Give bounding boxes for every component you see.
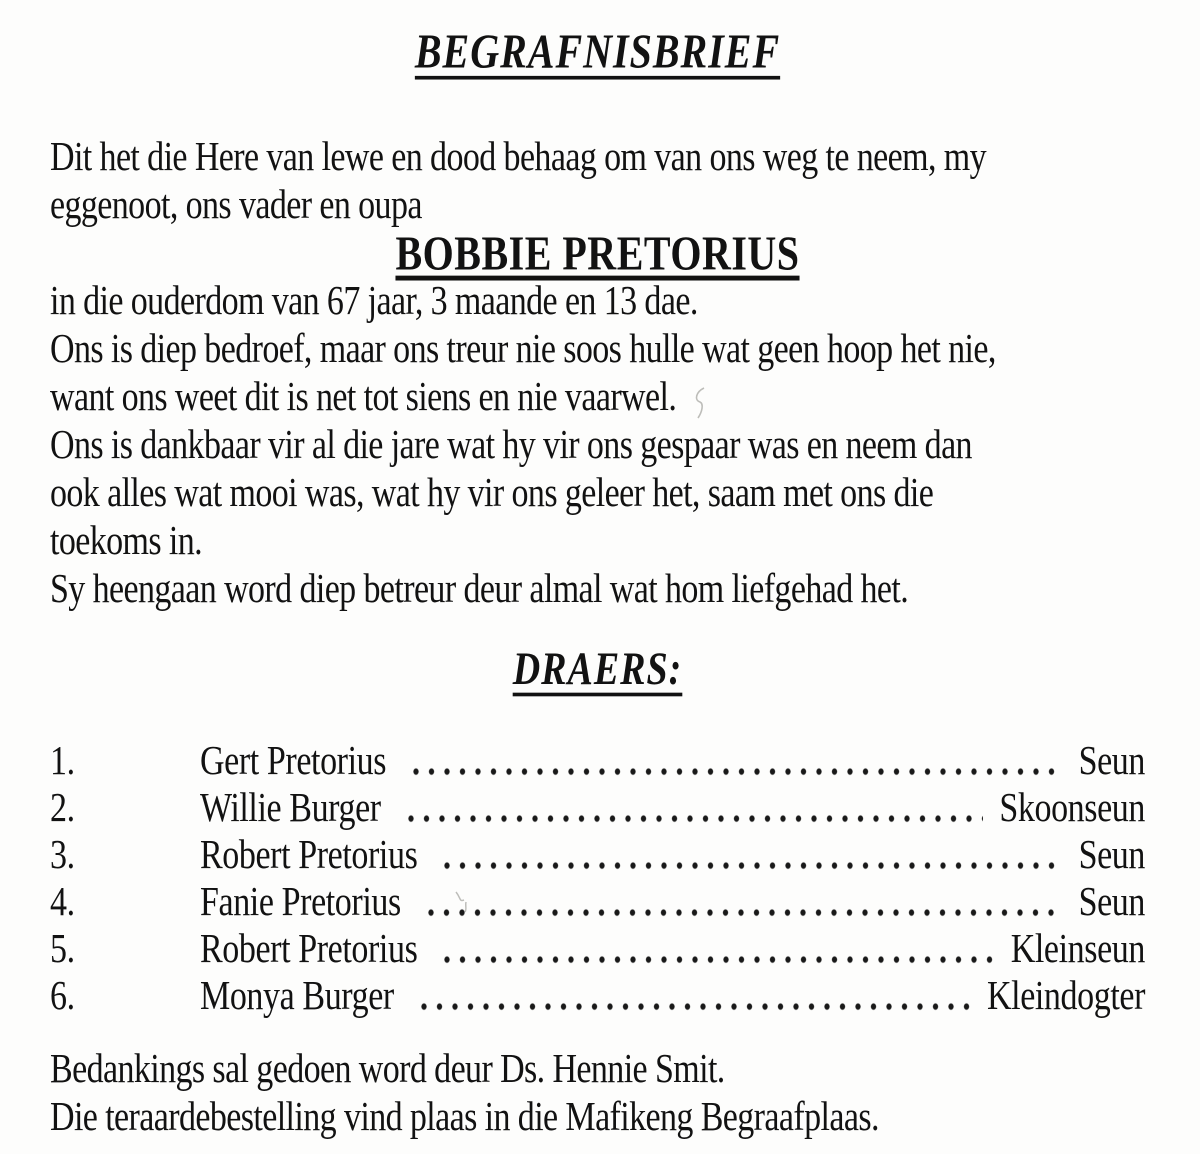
- body-paragraphs: [50, 280, 1145, 616]
- body-line: toekoms in.: [50, 518, 203, 564]
- bearer-relation: Seun: [1078, 738, 1145, 784]
- bearer-name: Fanie Pretorius: [200, 879, 401, 925]
- dotted-leader: [443, 953, 994, 965]
- body-line: Ons is diep bedroef, maar ons treur nie soos hulle wat geen hoop het nie,: [50, 326, 996, 372]
- bearer-name: Gert Pretorius: [200, 738, 387, 784]
- bearer-name: Monya Burger: [200, 973, 394, 1019]
- bearers-heading: DRAERS:: [512, 643, 683, 696]
- intro-paragraph: [50, 136, 1145, 232]
- page-title: BEGRAFNISBRIEF: [414, 23, 781, 79]
- body-line: want ons weet dit is net tot siens en nie vaarwel.: [50, 374, 677, 420]
- bearer-number: 1.: [50, 738, 75, 784]
- bearer-row: [50, 968, 1145, 1025]
- dotted-leader: [407, 812, 984, 824]
- bearer-name: Willie Burger: [200, 785, 381, 831]
- bearer-relation: Seun: [1078, 879, 1145, 925]
- closing-line: Bedankings sal gedoen word deur Ds. Hennie Smit.: [50, 1046, 725, 1092]
- bearers-list: [50, 740, 1145, 1022]
- bearer-number: 2.: [50, 785, 75, 831]
- body-line: Sy heengaan word diep betreur deur almal wat hom liefgehad het.: [50, 566, 909, 612]
- bearer-relation: Skoonseun: [999, 785, 1145, 831]
- deceased-name: BOBBIE PRETORIUS: [395, 225, 800, 281]
- bearer-name: Robert Pretorius: [200, 832, 418, 878]
- body-line: Ons is dankbaar vir al die jare wat hy vir ons gespaar was en neem dan: [50, 422, 972, 468]
- bearer-number: 4.: [50, 879, 75, 925]
- bearer-relation: Kleinseun: [1010, 926, 1145, 972]
- dotted-leader: [412, 765, 1063, 777]
- dotted-leader: [427, 906, 1063, 918]
- dotted-leader: [443, 859, 1062, 871]
- bearer-name: Robert Pretorius: [200, 926, 418, 972]
- bearer-number: 3.: [50, 832, 75, 878]
- intro-line: eggenoot, ons vader en oupa: [50, 182, 422, 228]
- bearer-number: 5.: [50, 926, 75, 972]
- closing-line: Die teraardebestelling vind plaas in die Mafikeng Begraafplaas.: [50, 1094, 879, 1140]
- closing-paragraph: [50, 1048, 1145, 1144]
- dotted-leader: [420, 1000, 971, 1012]
- intro-line: Dit het die Here van lewe en dood behaag om van ons weg te neem, my: [50, 134, 987, 180]
- body-line: ook alles wat mooi was, wat hy vir ons geleer het, saam met ons die: [50, 470, 934, 516]
- body-line: in die ouderdom van 67 jaar, 3 maande en 13 dae.: [50, 278, 698, 324]
- bearer-number: 6.: [50, 973, 75, 1019]
- bearer-relation: Seun: [1078, 832, 1145, 878]
- bearer-relation: Kleindogter: [987, 973, 1145, 1019]
